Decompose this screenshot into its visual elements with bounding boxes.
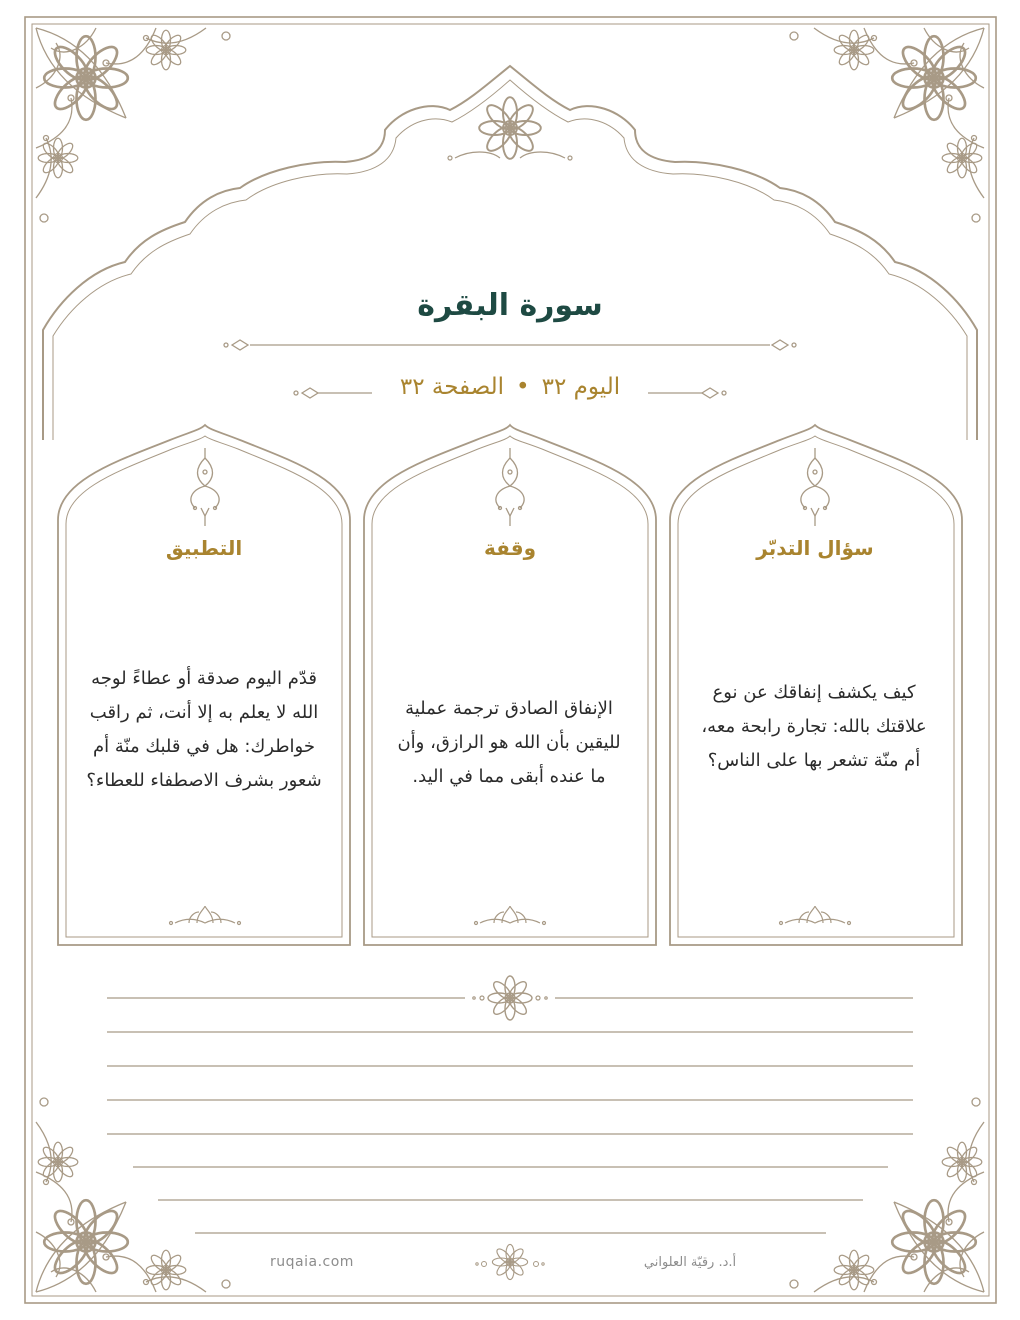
column-heading-pause: وقفة (483, 536, 537, 560)
column-body-pause: الإنفاق الصادق ترجمة عملية لليقين بأن الله هو الرازق، وأن ما عنده أبقى مما في اليد. (397, 698, 621, 787)
separator-dot: • (516, 374, 530, 400)
column-body-application: قدّم اليوم صدقة أو عطاءً لوجه الله لا يعلم به إلا أنت، ثم راقب خواطرك: هل في قلبك منّة أم شعور بشرف الاصطفاء للعطاء؟ (86, 668, 322, 791)
footer-website[interactable]: ruqaia.com (270, 1254, 354, 1270)
footer-author: أ.د. رقيّة العلواني (643, 1255, 737, 1270)
inner-border (32, 24, 989, 1296)
column-heading-application: التطبيق (165, 536, 243, 560)
column-body-reflection: كيف يكشف إنفاقك عن نوع علاقتك بالله: تجارة رابحة معه، أم منّة تشعر بها على الناس؟ (701, 682, 927, 771)
page-label: الصفحة ٣٢ (399, 374, 505, 400)
card-outline-middle (364, 425, 656, 945)
day-label: اليوم ٣٢ (541, 374, 621, 400)
page-title: سورة البقرة (417, 288, 603, 323)
day-page-line (0, 374, 1020, 400)
column-heading-reflection: سؤال التدبّر (756, 536, 874, 560)
outer-border (25, 17, 996, 1303)
